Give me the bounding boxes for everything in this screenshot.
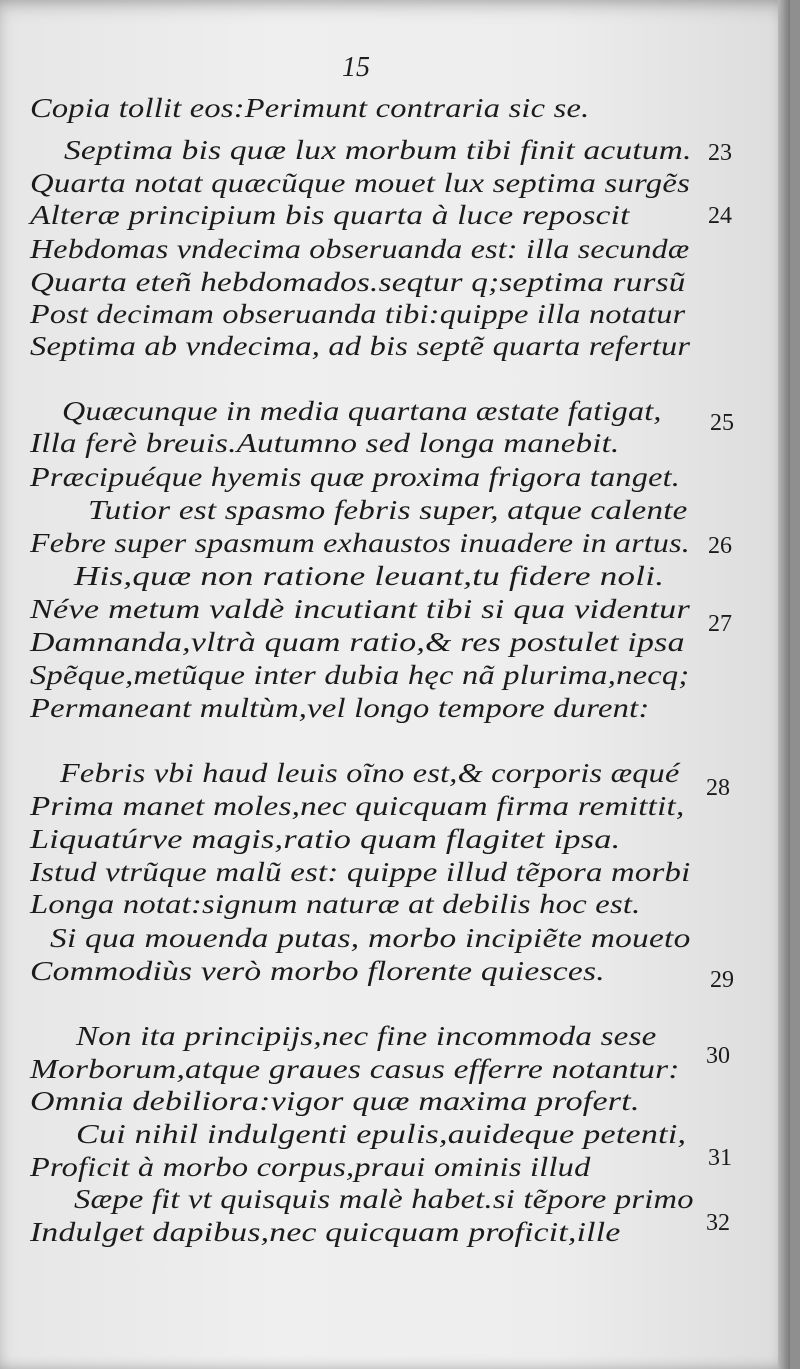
- text-line: Si qua mouenda putas, morbo incipiẽte moueto: [50, 922, 691, 953]
- text-line: Post decimam obseruanda tibi:quippe illa notatur: [30, 298, 686, 329]
- text-line: Febre super spasmum exhaustos inuadere in artus.: [30, 527, 690, 558]
- text-line: Febris vbi haud leuis oĩno est,& corporis æqué: [60, 757, 680, 788]
- text-line: Liquatúrve magis,ratio quam flagitet ipsa.: [30, 823, 621, 854]
- text-line: Illa ferè breuis.Autumno sed longa manebit.: [30, 427, 620, 458]
- text-line: Commodiùs verò morbo florente quiesces.: [30, 955, 605, 986]
- text-line: Prima manet moles,nec quicquam firma remittit,: [30, 790, 685, 821]
- verse-number: 30: [706, 1043, 730, 1069]
- text-line: Istud vtrũque malũ est: quippe illud tẽpora morbi: [30, 856, 691, 887]
- text-line: Sæpe fit vt quisquis malè habet.si tẽpore primo: [74, 1183, 694, 1214]
- text-line: Morborum,atque graues casus efferre notantur:: [30, 1053, 680, 1084]
- text-line: Quarta eteñ hebdomados.seqtur q;septima rursũ: [30, 266, 686, 297]
- text-line: Alteræ principium bis quarta à luce reposcit: [30, 199, 630, 230]
- text-line: Præcipuéque hyemis quæ proxima frigora tanget.: [30, 461, 681, 492]
- text-line: Longa notat:signum naturæ at debilis hoc est.: [30, 888, 641, 919]
- verse-number: 25: [710, 410, 734, 436]
- verse-number: 31: [708, 1145, 732, 1171]
- verse-number: 23: [708, 140, 732, 166]
- verse-number: 28: [706, 775, 730, 801]
- text-line: Copia tollit eos:Perimunt contraria sic se.: [30, 92, 590, 123]
- text-line: Permaneant multùm,vel longo tempore durent:: [30, 692, 650, 723]
- verse-number: 32: [706, 1210, 730, 1236]
- text-line: Septima bis quæ lux morbum tibi finit acutum.: [64, 134, 692, 165]
- text-line: Tutior est spasmo febris super, atque calente: [88, 494, 688, 525]
- verse-number: 27: [708, 611, 732, 637]
- page-edge: [778, 0, 790, 1369]
- text-line: Néve metum valdè incutiant tibi si qua videntur: [30, 593, 691, 624]
- text-line: Omnia debiliora:vigor quæ maxima profert.: [30, 1085, 640, 1116]
- text-line: Spẽque,metũque inter dubia hęc nã plurima,necq;: [30, 659, 690, 690]
- text-line: Quæcunque in media quartana æstate fatigat,: [62, 395, 662, 426]
- page-number: 15: [342, 52, 370, 83]
- verse-number: 26: [708, 533, 732, 559]
- text-line: Hebdomas vndecima obseruanda est: illa secundæ: [30, 233, 690, 264]
- verse-number: 29: [710, 967, 734, 993]
- text-line: His,quæ non ratione leuant,tu fidere noli.: [74, 560, 665, 591]
- text-line: Proficit à morbo corpus,praui ominis illud: [30, 1151, 591, 1182]
- verse-number: 24: [708, 203, 732, 229]
- text-line: Indulget dapibus,nec quicquam proficit,ille: [30, 1216, 621, 1247]
- text-line: Non ita principijs,nec fine incommoda sese: [76, 1020, 657, 1051]
- text-line: Damnanda,vltrà quam ratio,& res postulet ipsa: [30, 626, 685, 657]
- text-line: Cui nihil indulgenti epulis,auideque petenti,: [76, 1118, 687, 1149]
- text-line: Quarta notat quæcũque mouet lux septima surgẽs: [30, 167, 691, 198]
- text-line: Septima ab vndecima, ad bis septẽ quarta refertur: [30, 330, 691, 361]
